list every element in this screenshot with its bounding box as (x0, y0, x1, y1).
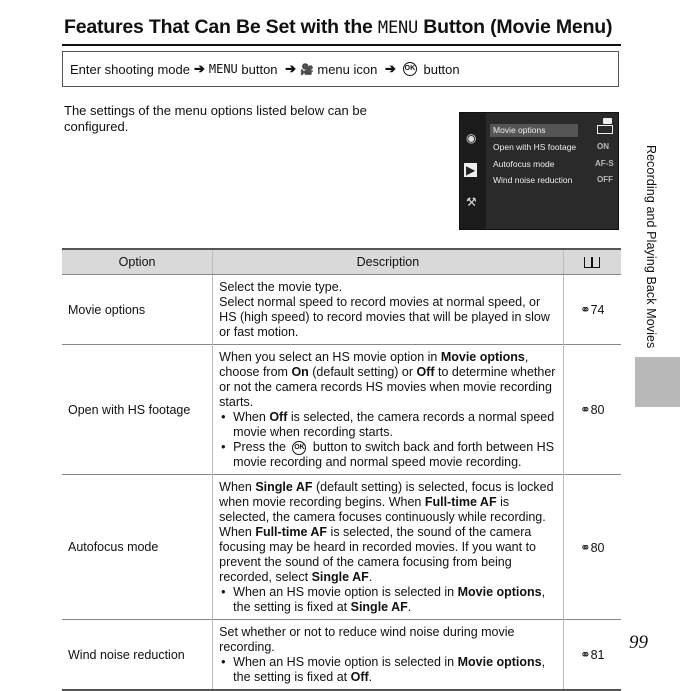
bold-text: Full-time AF (255, 525, 328, 539)
text: (default setting) is selected, focus is locked when movie recording begins. When (219, 480, 554, 509)
bullet-list (219, 585, 556, 615)
bold-text: Single AF (255, 480, 313, 494)
menu-button-glyph: MENU (208, 62, 238, 76)
text: When an HS movie option is selected in (233, 585, 458, 599)
header-description: Description (213, 249, 563, 275)
ok-button-icon: OK (292, 441, 306, 455)
screen-value: OFF (597, 175, 613, 184)
text: , the setting is fixed at (233, 585, 546, 614)
title-rule (62, 44, 621, 46)
text: is selected, the camera focuses continuously while recording. When (219, 495, 546, 539)
movie-icon: 🎥 (300, 63, 314, 76)
description-line: Set whether or not to reduce wind noise during movie recording. (219, 625, 515, 654)
bullet-list (219, 410, 556, 470)
option-description (213, 620, 563, 691)
screen-item: Wind noise reduction (493, 175, 573, 185)
battery-icon (603, 118, 612, 124)
section-tab (635, 357, 680, 407)
screen-value: AF-S (595, 159, 614, 168)
title-suffix: Button (Movie Menu) (418, 16, 613, 38)
screen-value: ON (597, 142, 609, 151)
camera-screen-sidebar (460, 113, 486, 229)
option-name: Autofocus mode (62, 475, 213, 620)
bullet-list (219, 655, 556, 685)
page-title (64, 16, 612, 39)
arrow-icon: ➔ (285, 61, 297, 76)
ok-button-icon: OK (403, 62, 417, 76)
nav-text-button: button (237, 61, 282, 77)
page-reference: ⚭80 (563, 475, 621, 620)
navigation-path-box (62, 51, 619, 87)
bullet-item (219, 655, 556, 685)
text: Press the (233, 440, 290, 454)
text: to determine whether or not the camera records HS movies when movie recording starts. (219, 365, 556, 409)
camera-screen-illustration (459, 112, 619, 230)
option-name: Movie options (62, 275, 213, 345)
options-table (62, 248, 621, 691)
arrow-icon: ➔ (193, 61, 205, 76)
page-number: 99 (629, 632, 648, 653)
bold-text: Single AF (350, 600, 408, 614)
text: , choose from (219, 350, 529, 379)
nav-text-menu-icon: menu icon (313, 61, 381, 77)
bold-text: Off (269, 410, 288, 424)
page-reference: ⚭81 (563, 620, 621, 691)
text: When an HS movie option is selected in (233, 655, 458, 669)
text: (default setting) or (308, 365, 417, 379)
option-description (213, 275, 563, 345)
arrow-icon: ➔ (384, 61, 396, 76)
description-line (219, 480, 556, 585)
text: is selected, the camera records a normal speed movie when recording starts. (233, 410, 555, 439)
bold-text: On (291, 365, 309, 379)
nav-text-button-end: button (419, 61, 460, 77)
text: . (368, 570, 373, 584)
side-label-text: Recording and Playing Back Movies (644, 145, 658, 349)
header-reference (563, 249, 621, 275)
table-header-row (62, 249, 621, 275)
nav-step-shooting-mode: Enter shooting mode (70, 61, 190, 77)
setup-icon: ⚒ (466, 195, 477, 209)
table-row (62, 620, 621, 691)
text: button to switch back and forth between HS movie recording and normal speed movie recording. (233, 440, 555, 469)
bullet-item (219, 585, 556, 615)
screen-item: Autofocus mode (493, 159, 555, 169)
text: is selected, the sound of the camera focusing may be heard in recorded movies. If you want to prevent the sound of the camera focusing from being recorded, select (219, 525, 537, 584)
bullet-item (219, 410, 556, 440)
bold-text: Off (350, 670, 369, 684)
bullet-item (219, 440, 556, 470)
bold-text: Movie options (457, 585, 542, 599)
option-name: Open with HS footage (62, 345, 213, 475)
text: When (233, 410, 270, 424)
description-line: Select the movie type. (219, 280, 343, 294)
text: , the setting is fixed at (233, 655, 546, 684)
intro-text: The settings of the menu options listed below can be configured. (64, 103, 367, 134)
book-icon (584, 257, 600, 268)
text: . (407, 600, 412, 614)
screen-item: Open with HS footage (493, 142, 577, 152)
movie-option-value-icon (597, 125, 613, 134)
section-side-label (642, 145, 658, 355)
camera-icon: ◉ (466, 131, 477, 145)
movie-icon: ▶ (466, 163, 476, 177)
text: When (219, 480, 256, 494)
screen-item: Movie options (493, 125, 546, 135)
bold-text: Full-time AF (424, 495, 497, 509)
table-row (62, 475, 621, 620)
header-option: Option (62, 249, 213, 275)
option-description (213, 475, 563, 620)
menu-button-glyph: MENU (377, 18, 419, 38)
bold-text: Single AF (311, 570, 369, 584)
title-prefix: Features That Can Be Set with the (64, 16, 378, 38)
page-reference: ⚭74 (563, 275, 621, 345)
option-description (213, 345, 563, 475)
text: When you select an HS movie option in (219, 350, 441, 364)
table-row (62, 345, 621, 475)
page-reference: ⚭80 (563, 345, 621, 475)
table-row (62, 275, 621, 345)
description-line: Select normal speed to record movies at normal speed, or HS (high speed) to record movies that will be played in slow or fast motion. (219, 295, 550, 339)
text: . (368, 670, 373, 684)
bold-text: Movie options (440, 350, 525, 364)
description-line (219, 350, 556, 410)
option-name: Wind noise reduction (62, 620, 213, 691)
bold-text: Off (416, 365, 435, 379)
bold-text: Movie options (457, 655, 542, 669)
